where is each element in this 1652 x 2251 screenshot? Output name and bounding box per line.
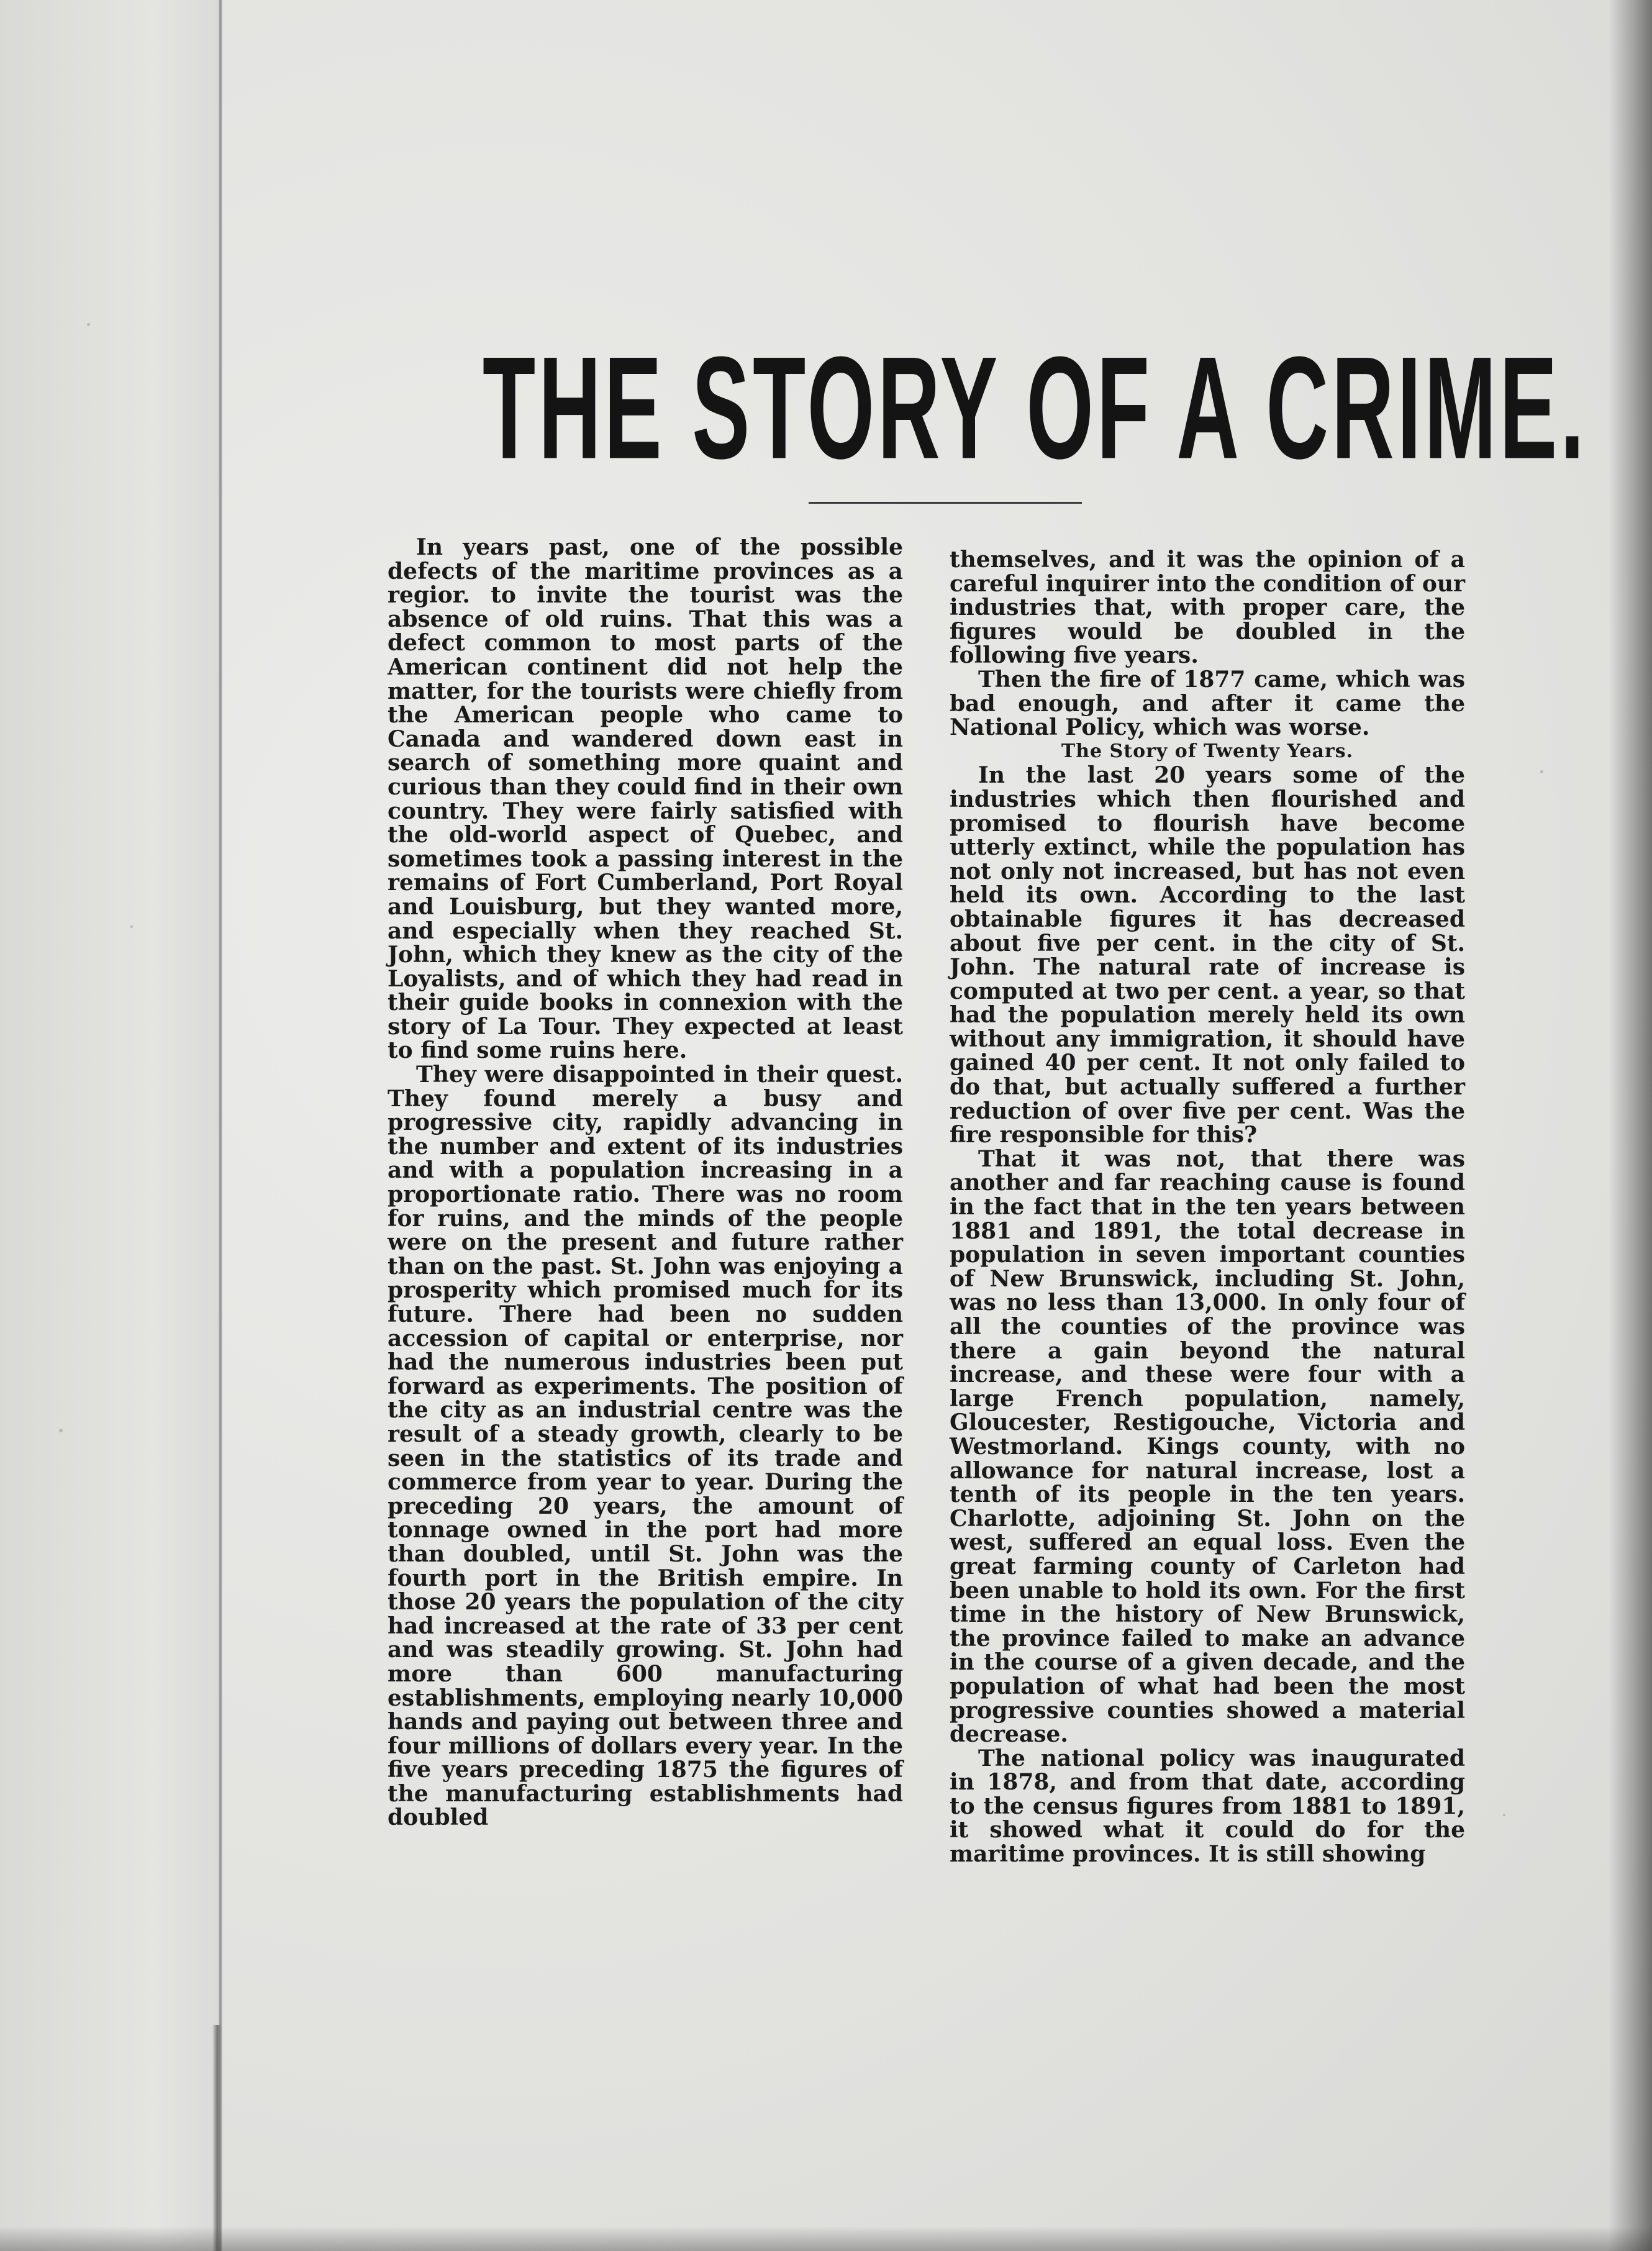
- dust-speck: [87, 323, 90, 326]
- paragraph: In the last 20 years some of the industries which then flourished and promised to flourish have become utterly extinct, while the population has not only not increased, but has not even held its own. According to the last obtainable figures it has decreased about five per cent. in the city of St. John. The natural rate of increase is computed at two per cent. a year, so that had the population merely held its own without any immigration, it should have gained 40 per cent. It not only failed to do that, but actually suffered a further reduction of over five per cent. Was the fire responsible for this?: [950, 762, 1465, 1148]
- dust-speck: [59, 1429, 63, 1432]
- page-fold-line: [219, 0, 222, 2251]
- document-page: [225, 0, 1609, 2251]
- paragraph: The national policy was inaugurated in 1878, and from that date, according to the census figures from 1881 to 1891, it showed what it could do for the maritime provinces. It is still showing: [950, 1745, 1465, 1868]
- paragraph: Then the fire of 1877 came, which was bad enough, and after it came the National Policy, which was worse.: [950, 666, 1465, 741]
- fold-shadow: [212, 2025, 221, 2251]
- paragraph: They were disappointed in their quest. They found merely a busy and progressive city, rapidly advancing in the number and extent of its industries and with a population increasing in a proportionate ratio. There was no room for ruins, and the minds of the people were on the present and future rather than on the past. St. John was enjoying a prosperity which promised much for its future. There had been no sudden accession of capital or enterprise, nor had the numerous industries been put forward as experiments. The position of the city as an industrial centre was the result of a steady growth, clearly to be seen in the statistics of its trade and commerce from year to year. During the preceding 20 years, the amount of tonnage owned in the port had more than doubled, until St. John was the fourth port in the British empire. In those 20 years the population of the city had increased at the rate of 33 per cent and was steadily growing. St. John had more than 600 manufacturing establishments, employing nearly 10,000 hands and paying out between three and four millions of dollars every year. In the five years preceding 1875 the figures of the manufacturing establishments had doubled: [388, 1062, 903, 1831]
- left-column: [388, 535, 903, 1830]
- right-column: [950, 548, 1465, 1867]
- page-title: THE STORY OF A CRIME.: [483, 327, 1587, 490]
- section-subheading: The Story of Twenty Years.: [1061, 740, 1354, 762]
- paragraph: In years past, one of the possible defects of the maritime provinces as a regior. to invite the tourist was the absence of old ruins. That this was a defect common to most parts of the American continent did not help the matter, for the tourists were chiefly from the American people who came to Canada and wandered down east in search of something more quaint and curious than they could find in their own country. They were fairly satisfied with the old-world aspect of Quebec, and sometimes took a passing interest in the remains of Fort Cumberland, Port Royal and Louisburg, but they wanted more, and especially when they reached St. John, which they knew as the city of the Loyalists, and of which they had read in their guide books in connexion with the story of La Tour. They expected at least to find some ruins here.: [388, 534, 903, 1064]
- dust-speck: [130, 925, 133, 928]
- paragraph: themselves, and it was the opinion of a careful inquirer into the condition of our industries that, with proper care, the figures would be doubled in the following five years.: [950, 547, 1465, 669]
- left-page-margin: [0, 0, 220, 2251]
- title-divider: [809, 502, 1082, 504]
- right-page-edge: [1609, 0, 1652, 2251]
- paragraph: That it was not, that there was another and far reaching cause is found in the fact that in the ten years between 1881 and 1891, the total decrease in population in seven important counties of New Brunswick, including St. John, was no less than 13,000. In only four of all the counties of the province was there a gain beyond the natural increase, and these were four with a large French population, namely, Gloucester, Restigouche, Victoria and Westmorland. Kings county, with no allowance for natural increase, lost a tenth of its people in the ten years. Charlotte, adjoining St. John on the west, suffered an equal loss. Even the great farming county of Carleton had been unable to hold its own. For the first time in the history of New Brunswick, the province failed to make an advance in the course of a given decade, and the population of what had been the most progressive counties showed a material decrease.: [950, 1145, 1465, 1748]
